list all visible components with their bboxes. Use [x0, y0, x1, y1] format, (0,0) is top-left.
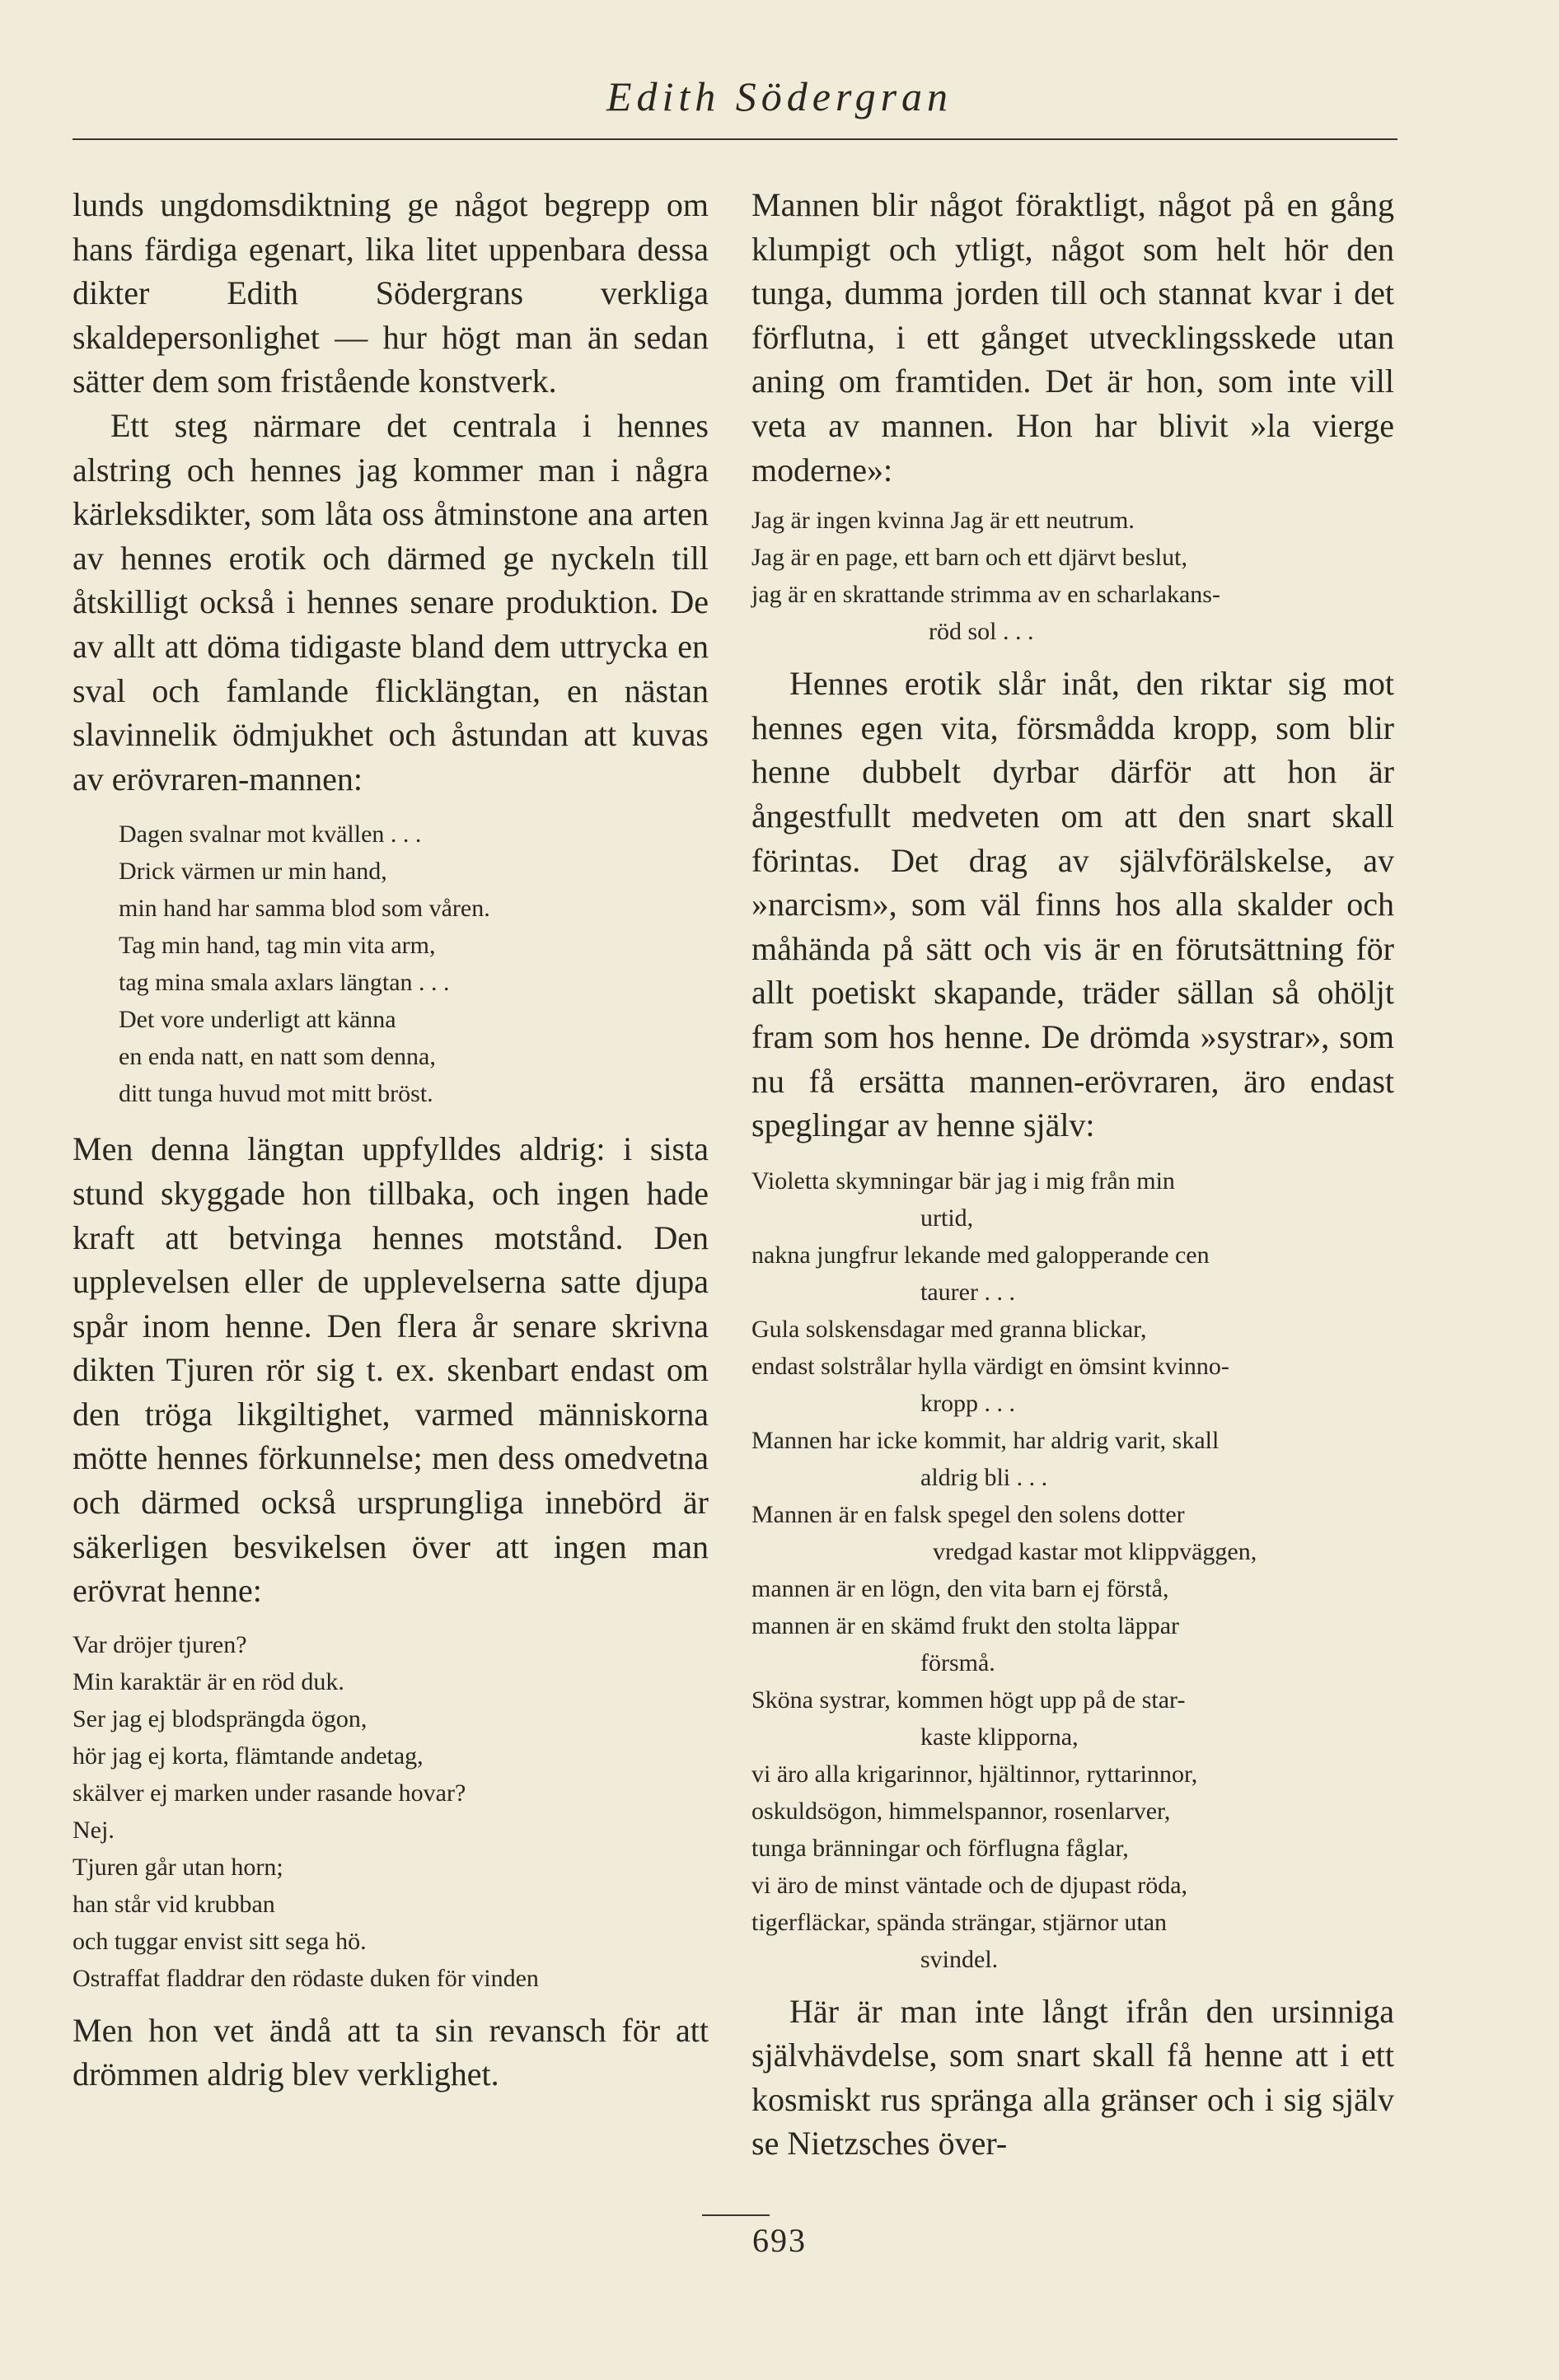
poem-line: Violetta skymningar bär jag i mig från min	[751, 1167, 1175, 1195]
poem-line: han står vid krubban	[73, 1890, 275, 1918]
poem-dagen-svalnar	[73, 801, 709, 1127]
poem-line: och tuggar envist sitt sega hö.	[73, 1927, 367, 1955]
poem-line: jag är en skrattande strimma av en scharlakans-	[751, 581, 1220, 609]
left-column	[73, 183, 709, 2097]
poem-line: Var dröjer tjuren?	[73, 1630, 247, 1658]
poem-line: Sköna systrar, kommen högt upp på de star-	[751, 1686, 1186, 1714]
poem-line: Min karaktär är en röd duk.	[73, 1667, 344, 1695]
poem-line: tunga bränningar och förflugna fåglar,	[751, 1834, 1129, 1862]
right-paragraph-2: Hennes erotik slår inåt, den riktar sig mot hennes egen vita, försmådda kropp, som blir henne dubbelt dyrbar därför att hon är ångestfullt medveten om att den snart skall förintas. Det drag av självförälskelse, av »narcism», som väl finns hos alla skalder och måhända på sätt och vis är en förutsättning för allt poetiskt skapande, träder sällan så ohöljt fram som hos henne. De drömda »systrar», som nu få ersätta mannen-erövraren, äro endast speglingar av henne själv:	[751, 665, 1394, 1144]
right-paragraph-3: Här är man inte långt ifrån den ursinniga självhävdelse, som snart skall få henne att i ett kosmiskt rus spränga alla gränser och i sig själv se Nietzsches över-	[751, 1992, 1394, 2163]
poem-line: nakna jungfrur lekande med galopperande cen	[751, 1241, 1210, 1269]
poem-line: oskuldsögon, himmelspannor, rosenlarver,	[751, 1797, 1171, 1825]
poem-line: aldrig bli . . .	[920, 1463, 1048, 1491]
poem-line: Dagen svalnar mot kvällen . . .	[119, 821, 422, 849]
right-column	[751, 183, 1394, 2166]
poem-line: Ostraffat fladdrar den rödaste duken för vinden	[73, 1964, 539, 1992]
poem-line: Mannen har icke kommit, har aldrig varit, skall	[751, 1426, 1220, 1454]
page-number: 693	[752, 2222, 807, 2259]
poem-line: hör jag ej korta, flämtande andetag,	[73, 1742, 424, 1770]
poem-line: mannen är en lögn, den vita barn ej förstå,	[751, 1574, 1169, 1602]
poem-line: svindel.	[920, 1945, 999, 1973]
poem-line: Det vore underligt att känna	[119, 1006, 396, 1034]
poem-line: kropp . . .	[920, 1389, 1015, 1417]
poem-line: Nej.	[73, 1816, 115, 1844]
poem-line: Jag är ingen kvinna Jag är ett neutrum.	[751, 507, 1135, 535]
poem-line: Tag min hand, tag min vita arm,	[119, 932, 436, 960]
poem-line: vi äro de minst väntade och de djupast röda,	[751, 1871, 1188, 1899]
poem-line: tag mina smala axlars längtan . . .	[119, 969, 450, 997]
header-rule	[73, 138, 1397, 140]
poem-line: Mannen är en falsk spegel den solens dotter	[751, 1500, 1185, 1528]
folio-rule	[702, 2214, 770, 2216]
poem-line: Gula solskensdagar med granna blickar,	[751, 1315, 1147, 1343]
running-head: Edith Södergran	[606, 73, 953, 119]
poem-line: vi äro alla krigarinnor, hjältinnor, ryttarinnor,	[751, 1760, 1198, 1788]
left-paragraph-2: Ett steg närmare det centrala i hennes alstring och hennes jag kommer man i några kärleksdikter, som låta oss åtminstone ana arten av hennes erotik och därmed ge nyckeln till åtskilligt också i hennes senare produktion. De av allt att döma tidigaste bland dem uttrycka en sval och famlande flicklängtan, en nästan slavinnelik ödmjukhet och åstundan att kuvas av erövraren-mannen:	[73, 406, 709, 797]
poem-violetta-skymningar	[751, 1148, 1394, 1990]
poem-line: mannen är en skämd frukt den stolta läppar	[751, 1611, 1179, 1639]
poem-line: Ser jag ej blodsprängda ögon,	[73, 1704, 368, 1732]
poem-line: tigerfläckar, spända strängar, stjärnor utan	[751, 1908, 1168, 1936]
poem-line: kaste klipporna,	[920, 1723, 1079, 1751]
poem-line: taurer . . .	[920, 1278, 1015, 1306]
poem-line: Jag är en page, ett barn och ett djärvt beslut,	[751, 544, 1187, 572]
poem-line: Drick värmen ur min hand,	[119, 858, 387, 886]
poem-line: röd sol . . .	[929, 618, 1034, 646]
poem-line: endast solstrålar hylla värdigt en ömsint kvinno-	[751, 1352, 1229, 1380]
poem-la-vierge-moderne	[751, 492, 1394, 662]
poem-line: vredgad kastar mot klippväggen,	[933, 1537, 1257, 1565]
poem-line: skälver ej marken under rasande hovar?	[73, 1779, 466, 1807]
right-paragraph-1: Mannen blir något föraktligt, något på en gång klumpigt och ytligt, något som helt hör den tunga, dumma jorden till och stannat kvar i det förflutna, i ett gånget utvecklingsskede utan aning om framtiden. Det är hon, som inte vill veta av mannen. Hon har blivit »la vierge moderne»:	[751, 186, 1394, 489]
poem-tjuren	[73, 1613, 709, 2008]
poem-line: ditt tunga huvud mot mitt bröst.	[119, 1080, 433, 1108]
poem-line: försmå.	[920, 1648, 995, 1676]
poem-line: en enda natt, en natt som denna,	[119, 1043, 436, 1071]
poem-line: min hand har samma blod som våren.	[119, 895, 490, 923]
left-paragraph-3: Men denna längtan uppfylldes aldrig: i sista stund skyggade hon tillbaka, och ingen hade kraft att betvinga hennes motstånd. Den upplevelsen eller de upplevelserna satte djupa spår inom henne. Den flera år senare skrivna dikten Tjuren rör sig t. ex. skenbart endast om den tröga likgiltighet, varmed människorna mötte hennes förkunnelse; men dess omedvetna och därmed också ursprungliga innebörd är säkerligen besvikelsen över att ingen man erövrat henne:	[73, 1130, 709, 1610]
poem-line: Tjuren går utan horn;	[73, 1853, 283, 1881]
left-paragraph-4: Men hon vet ändå att ta sin revansch för att drömmen aldrig blev verklighet.	[73, 2011, 709, 2093]
poem-line: urtid,	[920, 1204, 974, 1232]
left-paragraph-1: lunds ungdomsdiktning ge något begrepp om hans färdiga egenart, lika litet uppenbara dessa dikter Edith Södergrans verkliga skaldepersonlighet — hur högt man än sedan sätter dem som fristående konstverk.	[73, 186, 709, 400]
